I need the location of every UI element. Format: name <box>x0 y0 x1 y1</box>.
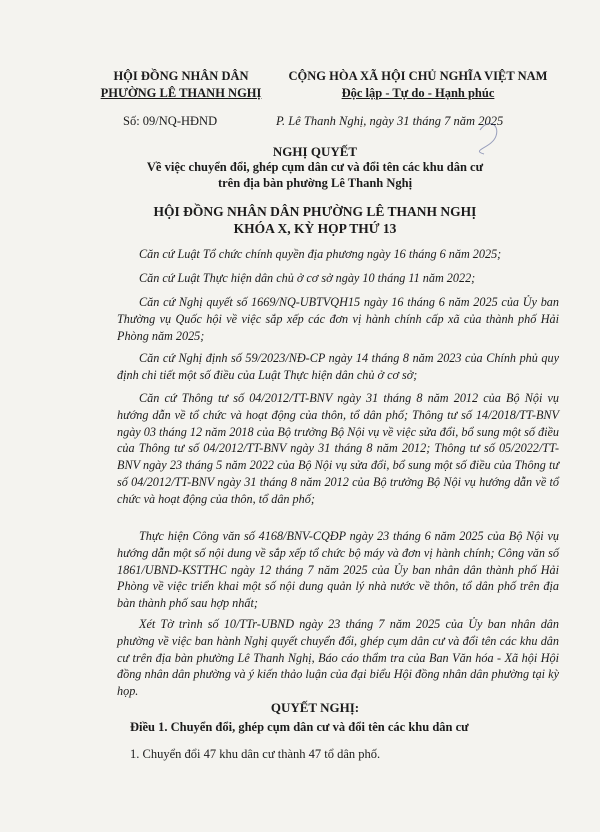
agency-line-1: HỘI ĐỒNG NHÂN DÂN <box>113 69 249 83</box>
basis-paragraph: Xét Tờ trình số 10/TTr-UBND ngày 23 tháng 7 năm 2025 của Ủy ban nhân dân phường về việc ban hành Nghị quyết chuyển đổi, ghép cụm dân cư và đổi tên các khu dân cư trên địa bàn phường Lê Thanh Nghị, Báo cáo thẩm tra của Ban Văn hóa - Xã hội Hội đồng nhân dân phường và ý kiến thảo luận của đại biểu Hội đồng nhân dân phường tại kỳ họp. <box>117 617 559 699</box>
basis-paragraph: Căn cứ Nghị định số 59/2023/NĐ-CP ngày 14 tháng 8 năm 2023 của Chính phủ quy định chi tiết một số điều của Luật Thực hiện dân chủ ở cơ sở; <box>117 351 559 382</box>
basis-paragraph: Căn cứ Nghị quyết số 1669/NQ-UBTVQH15 ngày 16 tháng 6 năm 2025 của Ủy ban Thường vụ Quốc hội về việc sắp xếp các đơn vị hành chính cấp xã của thành phố Hải Phòng năm 2025; <box>117 295 559 343</box>
national-heading <box>268 68 568 102</box>
issuing-agency <box>96 68 266 102</box>
nation-line-1: CỘNG HÒA XÃ HỘI CHỦ NGHĨA VIỆT NAM <box>288 69 548 83</box>
document-type: NGHỊ QUYẾT <box>272 144 358 159</box>
subject-line-2: trên địa bàn phường Lê Thanh Nghị <box>217 176 413 190</box>
agency-line-2: PHƯỜNG LÊ THANH NGHỊ <box>100 86 262 100</box>
basis-paragraph: Thực hiện Công văn số 4168/BNV-CQĐP ngày 23 tháng 6 năm 2025 của Bộ Nội vụ hướng dẫn một số nội dung về sắp xếp tổ chức bộ máy và đơn vị hành chính; Công văn số 1861/UBND-KSTTHC ngày 12 tháng 7 năm 2025 của Ủy ban nhân dân thành phố Hải Phòng về việc triển khai một số nội dung quản lý nhà nước về thôn, tổ dân phố trên địa bàn thành phố sau hợp nhất; <box>117 529 559 611</box>
basis-paragraph: Căn cứ Thông tư số 04/2012/TT-BNV ngày 31 tháng 8 năm 2012 của Bộ Nội vụ hướng dẫn về tổ chức và hoạt động của thôn, tổ dân phố; Thông tư số 14/2018/TT-BNV ngày 03 tháng 12 năm 2018 của Bộ trưởng Bộ Nội vụ về việc sửa đổi, bổ sung một số điều của Thông tư số 04/2012/TT-BNV ngày 31 tháng 8 năm 2012; Thông tư số 05/2022/TT-BNV ngày 23 tháng 5 năm 2022 của Bộ Nội vụ sửa đổi, bổ sung một số điều của Thông tư số 04/2012/TT-BNV ngày 31 tháng 8 năm 2012 của Bộ trưởng Bộ Nội vụ hướng dẫn về tổ chức và hoạt động của thôn, tổ dân phố; <box>117 391 559 506</box>
decision-heading: QUYẾT NGHỊ: <box>270 700 360 715</box>
basis-paragraph: Căn cứ Luật Tổ chức chính quyền địa phương ngày 16 tháng 6 năm 2025; <box>139 247 502 261</box>
subject-line-1: Về việc chuyển đổi, ghép cụm dân cư và đổi tên các khu dân cư <box>146 160 484 174</box>
document-date: P. Lê Thanh Nghị, ngày 31 tháng 7 năm 2025 <box>276 114 504 128</box>
council-line-1: HỘI ĐỒNG NHÂN DÂN PHƯỜNG LÊ THANH NGHỊ <box>153 204 477 219</box>
basis-paragraph: Căn cứ Luật Thực hiện dân chủ ở cơ sở ngày 10 tháng 11 năm 2022; <box>139 271 476 285</box>
council-line-2: KHÓA X, KỲ HỌP THỨ 13 <box>233 221 397 236</box>
article-1-title: Điều 1. Chuyển đổi, ghép cụm dân cư và đổi tên các khu dân cư <box>130 720 469 734</box>
nation-motto: Độc lập - Tự do - Hạnh phúc <box>341 86 495 100</box>
document-number: Số: 09/NQ-HĐND <box>123 114 218 128</box>
article-1-item-1: 1. Chuyển đổi 47 khu dân cư thành 47 tổ dân phố. <box>130 747 381 761</box>
